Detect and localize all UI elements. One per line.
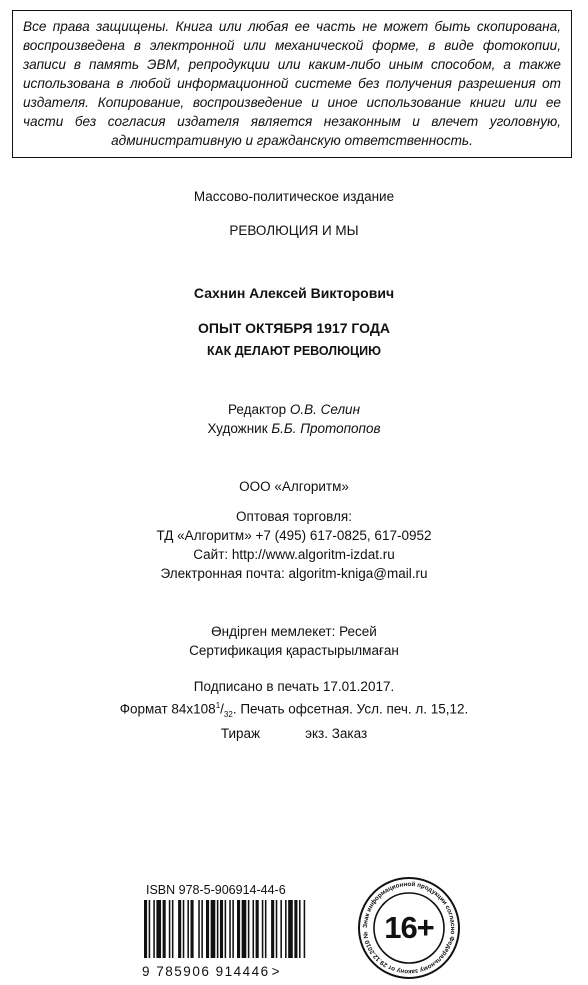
isbn-label: ISBN 978-5-906914-44-6: [146, 883, 286, 897]
copyright-notice-text: Все права защищены. Книга или любая ее часть не может быть скопирована, воспроизведена в электронной или механической форме, в виде фотокопии, записи в память ЭВМ, репродукции или каким-либо иным способом, а также использована в любой информационной системе без получения разрешения от издателя. Копирование, воспроизведение и иное использование книги или ее части без согласия издателя является незаконным и влечет уголовную, административную и гражданскую ответственность.: [23, 19, 561, 148]
artist-name: Б.Б. Протопопов: [271, 421, 381, 436]
edition-type: Массово-политическое издание: [193, 189, 395, 204]
age-rating-badge: [357, 876, 461, 980]
country-of-manufacture: Өндірген мемлекет: Ресей: [211, 624, 377, 639]
copyright-notice-box: [12, 10, 572, 158]
print-info: [0, 677, 588, 743]
author-name: Сахнин Алексей Викторович: [193, 285, 395, 301]
certification-note: Сертификация қарастырылмаған: [189, 643, 399, 658]
barcode-icon: [142, 900, 308, 958]
website: Сайт: http://www.algoritm-izdat.ru: [193, 547, 395, 562]
editor-label: Редактор: [227, 402, 287, 417]
isbn-barcode-block: [142, 883, 310, 979]
editor-name: О.В. Селин: [289, 402, 360, 417]
phones: ТД «Алгоритм» +7 (495) 617-0825, 617-0952: [156, 528, 432, 543]
series-title: РЕВОЛЮЦИЯ И МЫ: [229, 223, 359, 238]
publisher-name: ООО «Алгоритм»: [239, 479, 349, 494]
artist-label: Художник: [207, 421, 268, 436]
barcode-digits: 9 785906 914446 >: [142, 964, 282, 979]
print-format: Формат $84х108^1/_{32}$. Печать офсетная. Усл. печ. л. 15,12.: [119, 701, 469, 720]
age-rating-ring-text: Знак информационной продукции согласно Федеральному закону от 29.12.2010 №: [361, 880, 457, 976]
signed-date: Подписано в печать 17.01.2017.: [193, 679, 395, 694]
editor-credit: [0, 400, 588, 438]
email: Электронная почта: algoritm-kniga@mail.ru: [160, 566, 428, 581]
book-title: ОПЫТ ОКТЯБРЯ 1917 ГОДА: [198, 320, 390, 336]
wholesale-label: Оптовая торговля:: [236, 509, 352, 524]
kazakh-block: [0, 622, 588, 660]
contacts-block: [0, 507, 588, 583]
print-run: Тираж экз. Заказ: [220, 726, 368, 742]
age-rating-value: 16+: [384, 910, 434, 945]
book-subtitle: КАК ДЕЛАЮТ РЕВОЛЮЦИЮ: [207, 344, 381, 358]
